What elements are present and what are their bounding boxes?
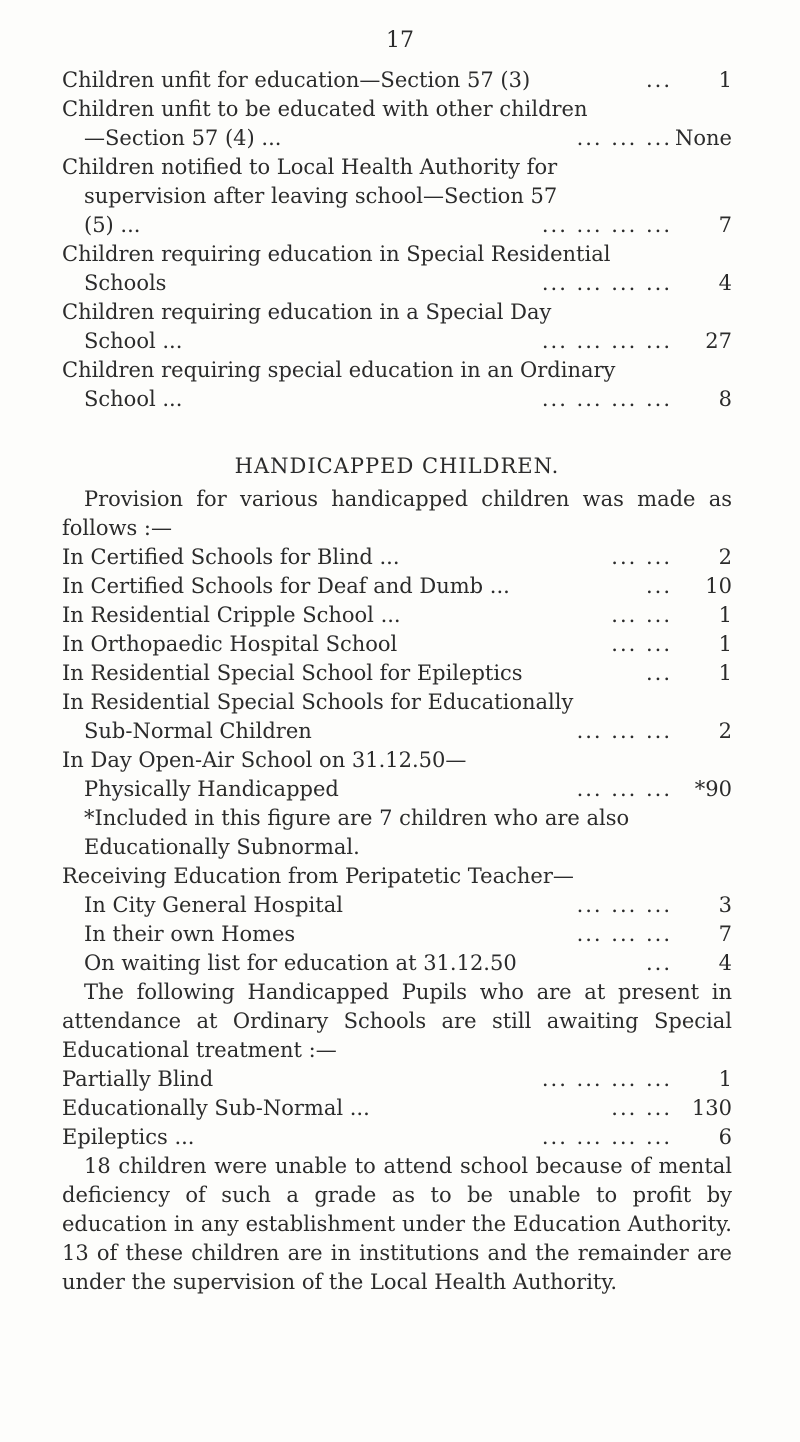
page-number: 17 (386, 28, 414, 53)
item-value: 1 (718, 1067, 732, 1091)
item-value: 6 (718, 1125, 732, 1149)
item-value: 1 (718, 68, 732, 92)
statistics-list (62, 66, 732, 414)
item-value: 1 (718, 603, 732, 627)
item-value: 3 (718, 893, 732, 917)
list-item: In City General Hospital ... ... ... 3 (62, 891, 732, 920)
intro-paragraph: The following Handicapped Pupils who are at present in attendance at Ordinary Schools are still awaiting Special Educational treatment :— (62, 980, 732, 1062)
item-value: 27 (705, 329, 732, 353)
provision-list (62, 543, 732, 862)
list-item: On waiting list for education at 31.12.50 ... 4 (62, 949, 732, 978)
item-value: 7 (718, 922, 732, 946)
item-value: 2 (718, 545, 732, 569)
section-heading: HANDICAPPED CHILDREN. (234, 454, 560, 478)
item-value: 7 (718, 213, 732, 237)
closing-paragraph: 18 children were unable to attend school because of mental deficiency of such a grade as to be unable to profit by education in any establishment under the Education Authority. 13 of these children are in institutions and the remainder are under the supervision of the Local Health Authority. (62, 1154, 732, 1294)
footnote: *Included in this figure are 7 children who are also Educationally Subnormal. (84, 806, 630, 859)
list-item: In Day Open-Air School on 31.12.50— Physically Handicapped ... ... ... *90 (62, 746, 732, 804)
list-item: Educationally Sub-Normal ... ... ... 130 (62, 1094, 732, 1123)
item-value: 2 (718, 719, 732, 743)
item-value: 4 (718, 951, 732, 975)
list-item: In Residential Special School for Epileptics ... 1 (62, 659, 732, 688)
list-item: In Certified Schools for Blind ... ... ... 2 (62, 543, 732, 572)
item-value: 10 (705, 574, 732, 598)
list-item: In Orthopaedic Hospital School ... ... 1 (62, 630, 732, 659)
list-item: In their own Homes ... ... ... 7 (62, 920, 732, 949)
peripatetic-list (62, 862, 732, 978)
list-item: Children unfit to be educated with other children —Section 57 (4) ... ... ... ... None (62, 95, 732, 153)
item-value: 4 (718, 271, 732, 295)
list-item: Children unfit for education—Section 57 (3) ... 1 (62, 66, 732, 95)
list-item: Children notified to Local Health Authority for supervision after leaving school—Section 57 (5) ... ... ... ... ... 7 (62, 153, 732, 240)
item-value: 8 (718, 387, 732, 411)
page-content (62, 66, 732, 1297)
list-item: In Certified Schools for Deaf and Dumb ... ... 10 (62, 572, 732, 601)
item-value: 1 (718, 632, 732, 656)
item-value: *90 (694, 777, 732, 801)
intro-paragraph: Provision for various handicapped children was made as follows :— (62, 487, 732, 540)
list-heading: Receiving Education from Peripatetic Teacher— (62, 864, 574, 888)
list-item: Epileptics ... ... ... ... ... 6 (62, 1123, 732, 1152)
list-item: Children requiring special education in an Ordinary School ... ... ... ... ... 8 (62, 356, 732, 414)
list-item: Partially Blind ... ... ... ... 1 (62, 1065, 732, 1094)
item-value: None (675, 126, 732, 150)
awaiting-list (62, 978, 732, 1152)
list-item: Children requiring education in a Special Day School ... ... ... ... ... 27 (62, 298, 732, 356)
list-item: Children requiring education in Special Residential Schools ... ... ... ... 4 (62, 240, 732, 298)
item-value: 1 (718, 661, 732, 685)
item-value: 130 (691, 1096, 732, 1120)
list-item: In Residential Special Schools for Educationally Sub-Normal Children ... ... ... 2 (62, 688, 732, 746)
list-item: In Residential Cripple School ... ... ... 1 (62, 601, 732, 630)
